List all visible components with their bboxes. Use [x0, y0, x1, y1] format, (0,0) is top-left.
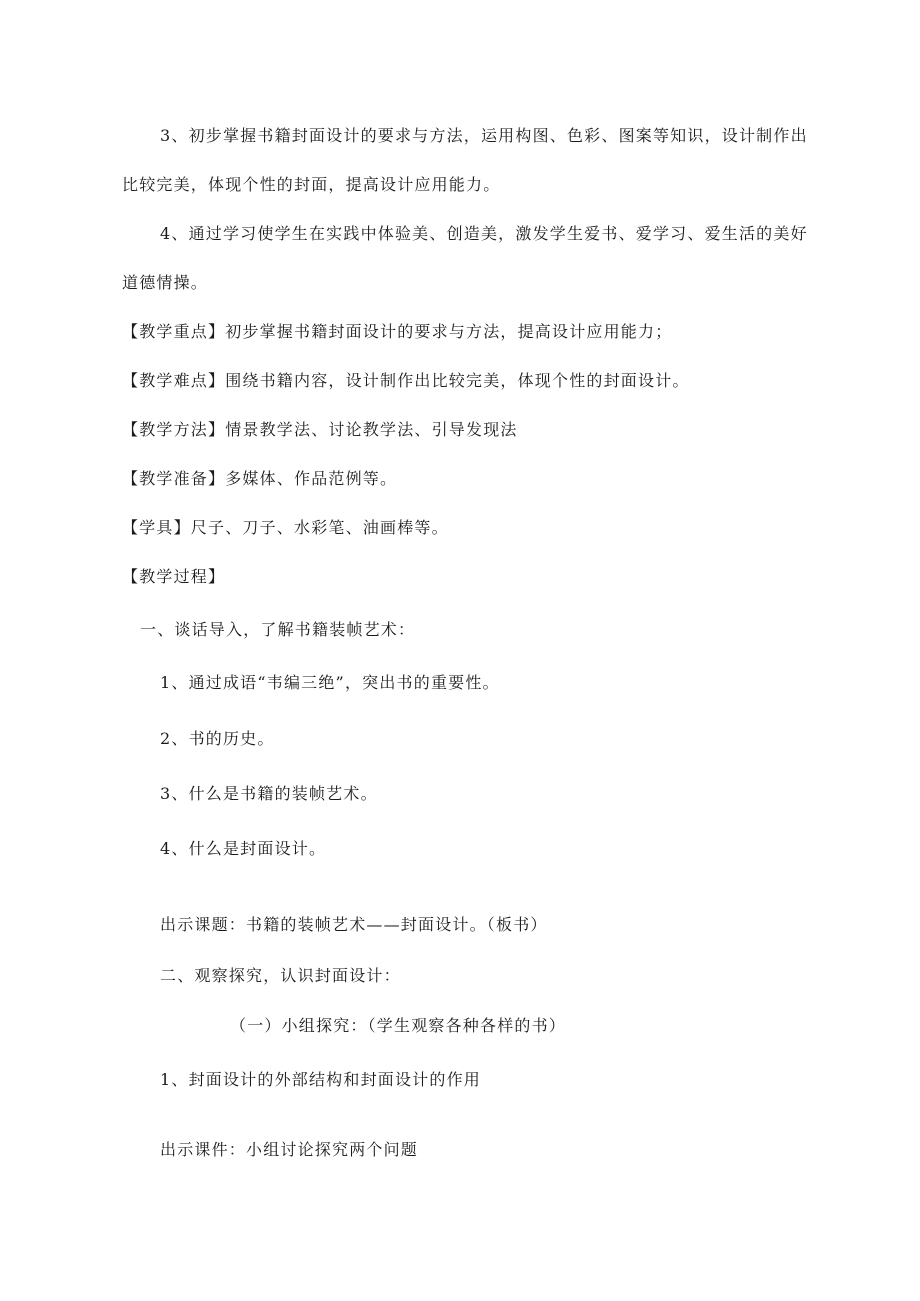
process-heading: 【教学过程】 — [122, 567, 226, 586]
section-1-item: 4、什么是封面设计。 — [160, 839, 327, 858]
goal-4-line-1: 4、通过学习使学生在实践中体验美、创造美，激发学生爱书、爱学习、爱生活的美好 — [160, 224, 808, 243]
section-1-item: 1、通过成语“韦编三绝”，突出书的重要性。 — [160, 673, 500, 692]
section-1-item: 2、书的历史。 — [160, 729, 275, 748]
teaching-method: 【教学方法】情景教学法、讨论教学法、引导发现法 — [122, 420, 518, 439]
section-2-sub-heading: （一）小组探究：（学生观察各种各样的书） — [230, 1016, 567, 1035]
student-tools: 【学具】尺子、刀子、水彩笔、油画棒等。 — [122, 518, 449, 537]
section-1-item: 3、什么是书籍的装帧艺术。 — [160, 784, 378, 803]
goal-4-line-2: 道德情操。 — [122, 273, 209, 292]
key-point: 【教学重点】初步掌握书籍封面设计的要求与方法，提高设计应用能力； — [122, 322, 673, 341]
teaching-preparation: 【教学准备】多媒体、作品范例等。 — [122, 469, 398, 488]
section-1-heading: 一、谈话导入，了解书籍装帧艺术： — [140, 620, 416, 639]
lesson-topic: 出示课题：书籍的装帧艺术——封面设计。（板书） — [160, 915, 548, 934]
courseware-note: 出示课件：小组讨论探究两个问题 — [160, 1140, 419, 1159]
goal-3-line-2: 比较完美，体现个性的封面，提高设计应用能力。 — [122, 175, 501, 194]
section-2-heading: 二、观察探究，认识封面设计： — [160, 966, 401, 985]
section-2-item-1: 1、封面设计的外部结构和封面设计的作用 — [160, 1070, 481, 1089]
goal-3-line-1: 3、初步掌握书籍封面设计的要求与方法，运用构图、色彩、图案等知识，设计制作出 — [160, 126, 808, 145]
difficulty: 【教学难点】围绕书籍内容，设计制作出比较完美，体现个性的封面设计。 — [122, 371, 690, 390]
